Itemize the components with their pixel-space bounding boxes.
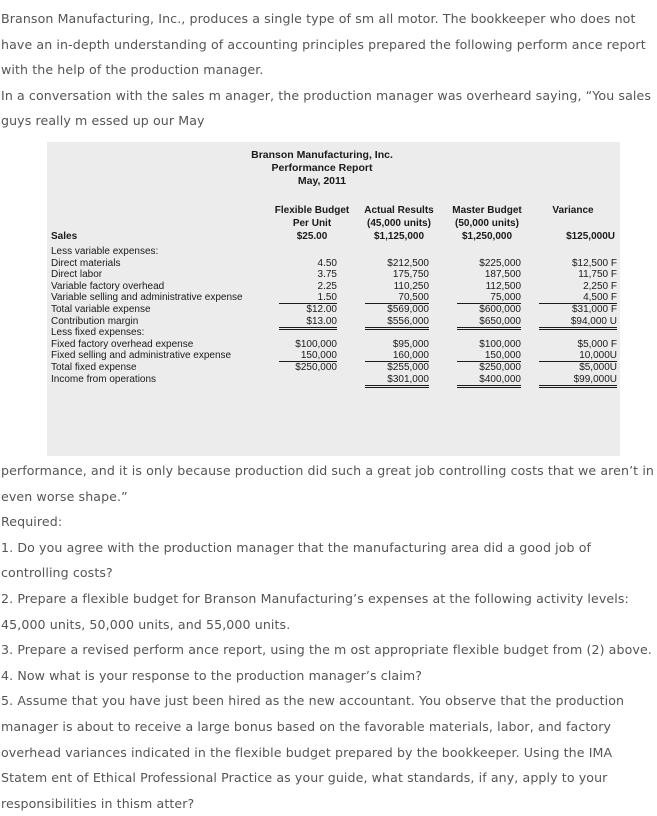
row-label: Total fixed expense (51, 362, 137, 373)
row-actual-value: $569,000 (387, 304, 429, 315)
row-flex-value: 4.50 (317, 257, 337, 269)
question-line: manager is about to receive a large bonus based on the favorable materials, labor, and factory (1, 718, 612, 734)
sales-label: Sales (51, 231, 78, 242)
row-master-value: 150,000 (457, 350, 521, 362)
col-header-flex: Flexible Budget (274, 205, 350, 216)
question-line: overhead variances indicated in the flexible budget prepared by the bookkeeper. Using the IMA (1, 744, 613, 760)
row-actual-value: $556,000 (365, 316, 429, 330)
intro-line: with the help of the production manager. (1, 62, 264, 78)
question-line: 1. Do you agree with the production manager that the manufacturing area did a good job of (1, 539, 592, 555)
report-company: Branson Manufacturing, Inc. (251, 149, 393, 161)
row-variance-value: 2,250 F (583, 280, 617, 292)
question-line: 4. Now what is your response to the production manager’s claim? (1, 667, 422, 683)
question-line: 45,000 units, 50,000 units, and 55,000 units. (1, 616, 291, 632)
col-header-variance: $125,000U (566, 231, 615, 242)
question-line: responsibilities in thism atter? (1, 795, 195, 811)
col-header-actual: Actual Results (364, 205, 434, 216)
row-label: Variable selling and administrative expense (51, 292, 243, 304)
row-flex-value: $100,000 (295, 338, 337, 350)
question-line: 3. Prepare a revised perform ance report, using the m ost appropriate flexible budget from (2) above. (1, 642, 652, 658)
row-variance-value: $99,000U (539, 374, 617, 388)
row-master-value: $400,000 (457, 374, 521, 388)
row-variance-value: $12,500 F (571, 257, 617, 269)
row-label: Less fixed expenses: (51, 327, 145, 339)
col-header-flex: $25.00 (296, 231, 328, 242)
row-label: Fixed factory overhead expense (51, 338, 194, 350)
row-variance-value: $31,000 F (571, 304, 617, 315)
report-period: May, 2011 (297, 175, 347, 187)
intro-text (1, 6, 655, 134)
row-flex-value: $13.00 (279, 316, 337, 330)
row-flex-value: $12.00 (306, 304, 337, 315)
question-line: 2. Prepare a flexible budget for Branson Manufacturing’s expenses at the following activity levels: (1, 590, 629, 606)
row-actual-value: $255,000 (387, 362, 429, 373)
question-line: controlling costs? (1, 565, 113, 581)
row-actual-value: $301,000 (365, 374, 429, 388)
question-line: even worse shape.” (1, 488, 128, 504)
row-label: Variable factory overhead (51, 280, 165, 292)
row-label: Income from operations (51, 373, 157, 385)
row-variance-value: 10,000U (539, 350, 617, 362)
row-flex-value: $250,000 (295, 362, 337, 373)
row-actual-value: $212,500 (387, 257, 429, 269)
question-line: 5. Assume that you have just been hired as the new accountant. You observe that the production (1, 693, 625, 709)
row-master-value: 112,500 (485, 280, 521, 292)
row-label: Fixed selling and administrative expense (51, 350, 232, 362)
row-label: Direct labor (51, 269, 103, 281)
row-master-value: 75,000 (457, 292, 521, 304)
row-flex-value: 3.75 (317, 269, 337, 281)
row-actual-value: 160,000 (365, 350, 429, 362)
row-master-value: $225,000 (479, 257, 521, 269)
intro-line: Branson Manufacturing, Inc., produces a single type of sm all motor. The bookkeeper who does not (1, 11, 636, 26)
intro-line: In a conversation with the sales m anager, the production manager was overheard saying, “You sales (1, 87, 651, 103)
col-header-actual: (45,000 units) (367, 218, 431, 229)
row-variance-value: 4,500 F (539, 292, 617, 304)
col-header-master: Master Budget (452, 205, 522, 216)
intro-line: have an in-depth understanding of accounting principles prepared the following perform ance report (1, 36, 646, 52)
row-label: Direct materials (51, 257, 121, 269)
row-master-value: $250,000 (479, 362, 521, 373)
performance-report (47, 142, 620, 456)
row-master-value: 187,500 (484, 269, 521, 281)
row-flex-value: 150,000 (279, 350, 337, 362)
row-actual-value: 110,250 (393, 280, 429, 292)
row-variance-value: $5,000 F (577, 338, 617, 350)
row-variance-value: $94,000 U (539, 316, 617, 330)
row-actual-value: $95,000 (392, 338, 429, 350)
row-actual-value: 70,500 (365, 292, 429, 304)
row-variance-value: 11,750 F (578, 269, 617, 281)
report-title: Performance Report (271, 162, 373, 174)
row-variance-value: $5,000U (579, 362, 617, 373)
row-actual-value: 175,750 (392, 269, 429, 281)
intro-line: guys really m essed up our May (1, 113, 205, 129)
row-label: Contribution margin (51, 315, 139, 327)
row-master-value: $100,000 (479, 338, 521, 350)
col-header-actual: $1,125,000 (373, 231, 425, 242)
row-master-value: $600,000 (479, 304, 521, 315)
question-line: performance, and it is only because production did such a great job controlling costs that we aren’t in (1, 463, 654, 478)
question-text (1, 458, 655, 816)
col-header-master: (50,000 units) (455, 218, 519, 229)
col-header-master: $1,250,000 (461, 231, 513, 242)
question-line: Required: (1, 514, 63, 530)
row-master-value: $650,000 (457, 316, 521, 330)
row-flex-value: 2.25 (317, 280, 337, 292)
row-label: Less variable expenses: (51, 246, 159, 257)
col-header-variance: Variance (552, 205, 594, 216)
row-label: Total variable expense (51, 304, 151, 315)
row-flex-value: 1.50 (279, 292, 337, 304)
question-line: Statem ent of Ethical Professional Practice as your guide, what standards, if any, apply to your (1, 770, 608, 786)
col-header-flex: Per Unit (292, 218, 332, 229)
